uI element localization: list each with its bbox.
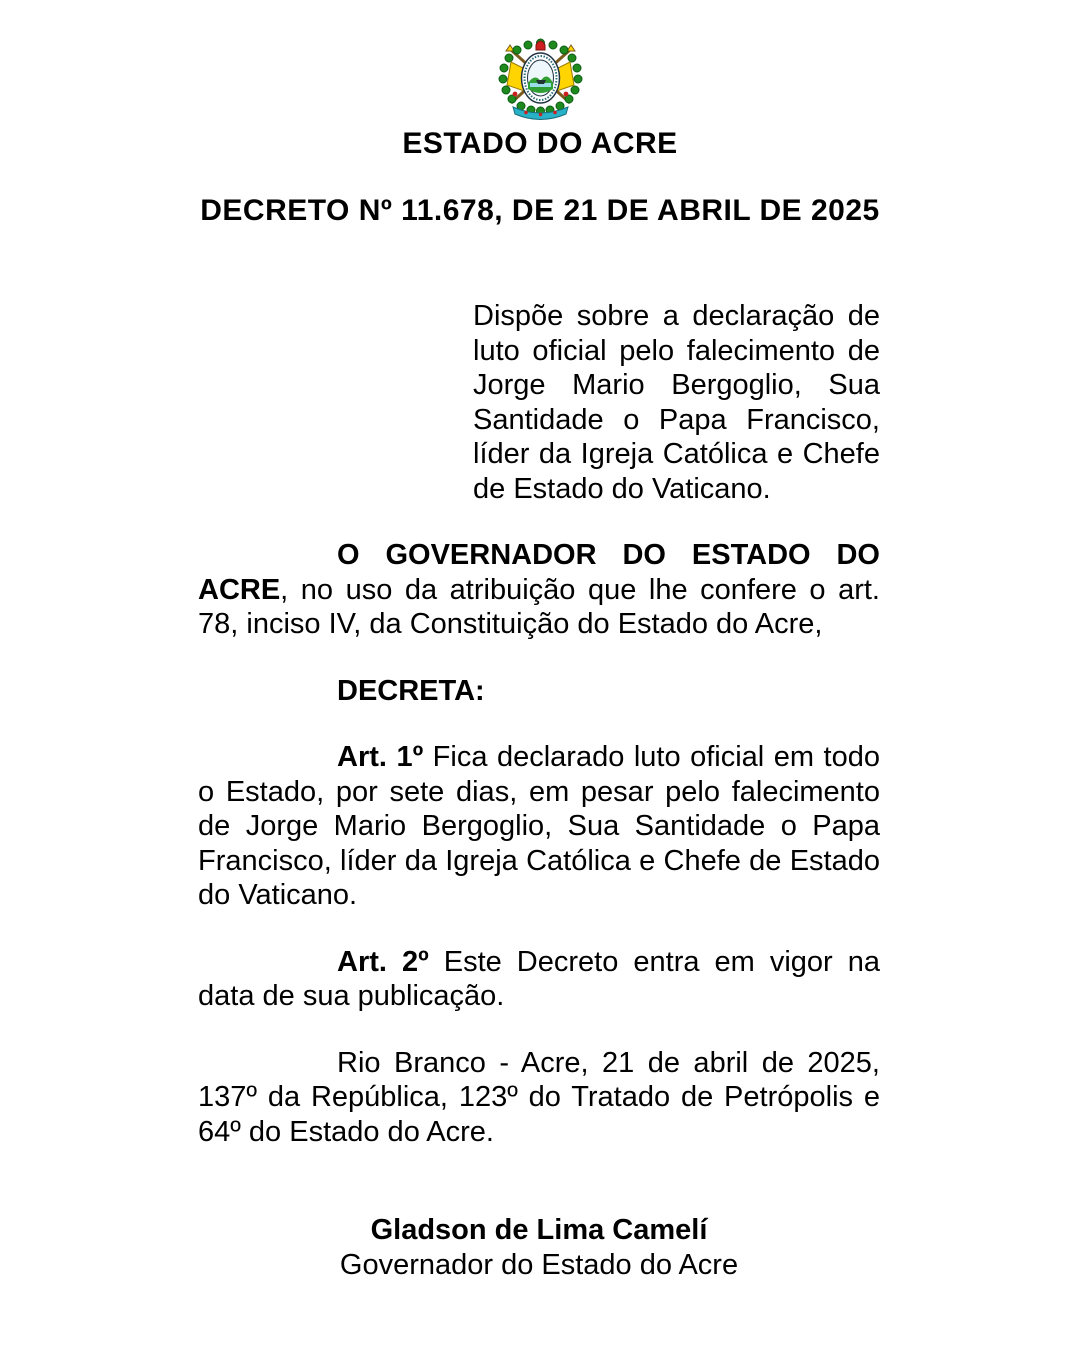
decree-body bbox=[198, 299, 880, 1282]
preamble-paragraph bbox=[198, 538, 880, 642]
state-name-heading: ESTADO DO ACRE bbox=[402, 127, 678, 160]
article-2-label: Art. 2º bbox=[337, 945, 429, 978]
dateline-paragraph: Rio Branco - Acre, 21 de abril de 2025, 137º da República, 123º do Tratado de Petrópolis e 64º do Estado do Acre. bbox=[198, 1046, 880, 1148]
acre-coat-of-arms-icon bbox=[493, 37, 588, 123]
article-2-paragraph bbox=[198, 945, 880, 1014]
signer-role: Governador do Estado do Acre bbox=[339, 1248, 739, 1281]
signature-block bbox=[198, 1213, 880, 1282]
ementa-paragraph: Dispõe sobre a declaração de luto oficial pelo falecimento de Jorge Mario Bergoglio, Sua Santidade o Papa Francisco, líder da Igreja Católica e Chefe de Estado do Vaticano. bbox=[473, 300, 880, 505]
signer-name: Gladson de Lima Camelí bbox=[370, 1214, 708, 1246]
article-2-text: Este Decreto entra em vigor na data de sua publicação. bbox=[198, 945, 880, 1012]
article-1-paragraph bbox=[198, 740, 880, 913]
article-1-text: Fica declarado luto oficial em todo o Estado, por sete dias, em pesar pelo falecimento de Jorge Mario Bergoglio, Sua Santidade o Papa Francisco, líder da Igreja Católica e Chefe de Estado do Vaticano. bbox=[198, 741, 880, 911]
preamble-rest-text: , no uso da atribuição que lhe confere o art. 78, inciso IV, da Constituição do Estado do Acre, bbox=[198, 573, 880, 640]
decree-title-heading: DECRETO Nº 11.678, DE 21 DE ABRIL DE 2025 bbox=[200, 193, 880, 227]
decreta-label: DECRETA: bbox=[337, 674, 485, 707]
article-1-label: Art. 1º bbox=[337, 741, 424, 773]
preamble-bold-text: O GOVERNADOR DO ESTADO DO ACRE bbox=[198, 539, 880, 606]
